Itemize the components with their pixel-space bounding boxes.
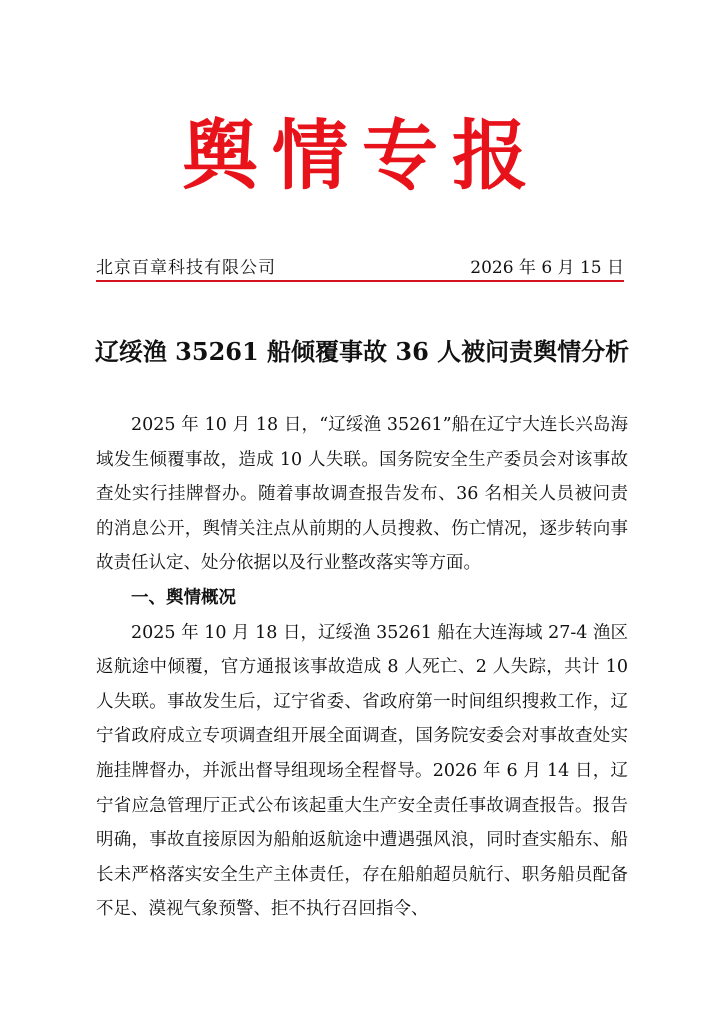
organization-name: 北京百章科技有限公司 xyxy=(96,258,276,278)
intro-paragraph: 2025 年 10 月 18 日，“辽绥渔 35261”船在辽宁大连长兴岛海域发生倾覆事故，造成 10 人失联。国务院安全生产委员会对该事故查处实行挂牌督办。随着事故调查报告发布、36 名相关人员被问责的消息公开，舆情关注点从前期的人员搜救、伤亡情况，逐步转向事故责任认定、处分依据以及行业整改落实等方面。 xyxy=(96,415,628,574)
issue-date: 2026 年 6 月 15 日 xyxy=(470,258,624,278)
document-title: 辽绥渔 35261 船倾覆事故 36 人被问责舆情分析 xyxy=(94,337,630,366)
header-meta xyxy=(96,256,624,280)
masthead-title: 舆情专报 xyxy=(182,111,542,200)
header-divider xyxy=(96,280,624,282)
document-body xyxy=(96,408,628,927)
section-paragraph: 2025 年 10 月 18 日，辽绥渔 35261 船在大连海域 27-4 渔区返航途中倾覆，官方通报该事故造成 8 人死亡、2 人失踪，共计 10 人失联。事故发生后，辽宁省委、省政府第一时间组织搜救工作，辽宁省政府成立专项调查组开展全面调查，国务院安委会对事故查处实施挂牌督办，并派出督导组现场全程督导。2026 年 6 月 14 日，辽宁省应急管理厅正式公布该起重大生产安全责任事故调查报告。报告明确，事故直接原因为船舶返航途中遭遇强风浪，同时查实船东、船长未严格落实安全生产主体责任，存在船舶超员航行、职务船员配备不足、漠视气象预警、拒不执行召回指令、 xyxy=(96,622,628,920)
section-heading: 一、舆情概况 xyxy=(131,587,236,608)
